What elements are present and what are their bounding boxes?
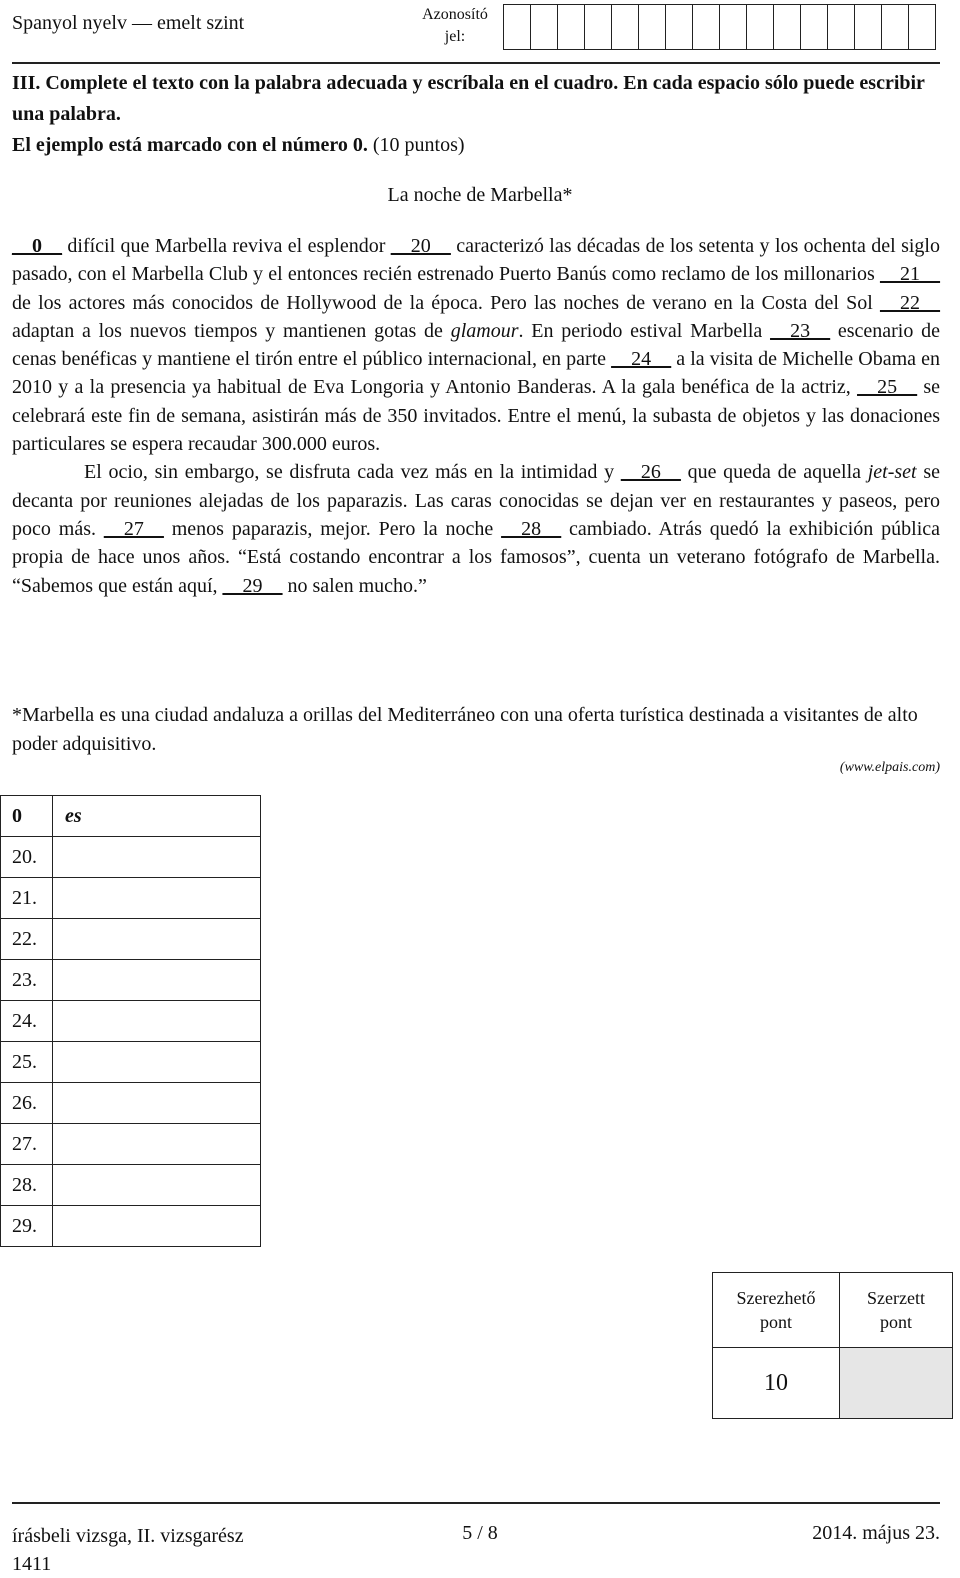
gap-21: __21__	[880, 263, 940, 286]
answer-number: 29.	[1, 1206, 53, 1247]
earned-points-header	[840, 1273, 953, 1348]
passage-text: escenario de cenas benéficas y mantiene el tirón entre el público internacional, en parte	[12, 319, 940, 371]
passage-paragraph-1	[12, 232, 940, 458]
answer-row	[1, 1165, 261, 1206]
gap-25: __25__	[857, 376, 918, 399]
id-code-boxes[interactable]	[504, 4, 936, 50]
answer-row	[1, 919, 261, 960]
answer-number: 0	[1, 796, 53, 837]
id-label	[412, 4, 498, 48]
earned-points-label: pont	[879, 1312, 912, 1332]
max-points-header	[713, 1273, 840, 1348]
exam-date: 2014. május 23.	[812, 1522, 940, 1544]
gap-29: __29__	[222, 574, 283, 597]
answer-row	[1, 1083, 261, 1124]
reading-passage	[12, 232, 940, 600]
id-box[interactable]	[719, 4, 747, 50]
passage-text: que queda de aquella	[680, 461, 868, 484]
passage-text: difícil que Marbella reviva el esplendor	[62, 235, 391, 257]
answer-cell: es	[53, 796, 261, 837]
answer-cell[interactable]	[53, 919, 261, 960]
id-box[interactable]	[800, 4, 828, 50]
id-box[interactable]	[611, 4, 639, 50]
answer-row	[1, 1124, 261, 1165]
id-box[interactable]	[773, 4, 801, 50]
answer-cell[interactable]	[53, 1206, 261, 1247]
header-divider	[12, 62, 940, 64]
answer-cell[interactable]	[53, 960, 261, 1001]
answer-cell[interactable]	[53, 878, 261, 919]
max-points-value: 10	[713, 1348, 840, 1419]
footnote: *Marbella es una ciudad andaluza a orillas del Mediterráneo con una oferta turística destinada a visitantes de alto poder adquisitivo.	[12, 704, 918, 755]
gap-24: __24__	[611, 348, 672, 371]
score-table	[712, 1272, 953, 1419]
gap-20: __20__	[390, 235, 451, 257]
passage-text: cambiado. Atrás quedó la exhibición pública propia de hace unos años. “Está costando encontrar a los famosos”, cuenta un veterano fotógrafo de Marbella. “Sabemos que están aquí,	[12, 517, 941, 597]
points-label: (10 puntos)	[372, 134, 465, 156]
answer-row	[1, 1042, 261, 1083]
passage-text: a la visita de Michelle Obama en 2010 y a la presencia ya habitual de Eva Longoria y Antonio Banderas. A la gala benéfica de la actriz,	[12, 348, 940, 399]
answer-cell[interactable]	[53, 1001, 261, 1042]
id-box[interactable]	[503, 4, 531, 50]
italic-word: jet-set	[867, 461, 917, 484]
passage-text: . En periodo estival Marbella	[518, 319, 771, 342]
footer-divider	[12, 1502, 940, 1504]
answer-number: 25.	[1, 1042, 53, 1083]
passage-text: se decanta por reuniones alejadas de los paparazis. Las caras conocidas se dejan ver en restaurantes y paseos, pero poco más.	[12, 461, 940, 540]
answer-number: 22.	[1, 919, 53, 960]
id-box[interactable]	[530, 4, 558, 50]
answer-cell[interactable]	[53, 1124, 261, 1165]
answer-number: 24.	[1, 1001, 53, 1042]
gap-22: __22__	[880, 291, 940, 314]
id-box[interactable]	[746, 4, 774, 50]
earned-points-label: Szerzett	[867, 1288, 925, 1308]
gap-26: __26__	[620, 461, 681, 484]
passage-text: menos paparazis, mejor. Pero la noche	[163, 517, 502, 540]
max-points-label: pont	[759, 1312, 792, 1332]
answer-cell[interactable]	[53, 1042, 261, 1083]
instruction-example-note: El ejemplo está marcado con el número 0.	[12, 134, 368, 156]
passage-text: caracterizó las décadas de los setenta y los ochenta del siglo pasado, con el Marbella Club y el entonces recién estrenado Puerto Banús como reclamo de los millonarios	[12, 235, 940, 286]
passage-text: se celebrará este fin de semana, asistirán más de 350 invitados. Entre el menú, la subasta de objetos y las donaciones particulares se espera recaudar 300.000 euros.	[12, 376, 940, 456]
id-label-line2: jel:	[444, 28, 466, 45]
answer-cell[interactable]	[53, 1083, 261, 1124]
id-box[interactable]	[665, 4, 693, 50]
answer-row	[1, 878, 261, 919]
id-box[interactable]	[881, 4, 909, 50]
answer-number: 23.	[1, 960, 53, 1001]
passage-text: adaptan a los nuevos tiempos y mantienen gotas de	[12, 319, 451, 342]
italic-word: glamour	[450, 319, 519, 342]
answer-row	[1, 1001, 261, 1042]
id-label-line1: Azonosító	[422, 6, 488, 23]
id-box[interactable]	[692, 4, 720, 50]
footer-exam-part: írásbeli vizsga, II. vizsgarész	[12, 1525, 244, 1547]
gap-23: __23__	[770, 319, 831, 342]
answer-cell[interactable]	[53, 1165, 261, 1206]
answer-number: 20.	[1, 837, 53, 878]
passage-text: no salen mucho.”	[282, 574, 427, 597]
answer-number: 21.	[1, 878, 53, 919]
source-citation: (www.elpais.com)	[839, 760, 940, 775]
id-box[interactable]	[827, 4, 855, 50]
page-header-subject: Spanyol nyelv — emelt szint	[12, 12, 245, 34]
id-box[interactable]	[638, 4, 666, 50]
answer-row	[1, 1206, 261, 1247]
text-title: La noche de Marbella*	[387, 184, 573, 206]
answer-number: 28.	[1, 1165, 53, 1206]
answer-cell[interactable]	[53, 837, 261, 878]
gap-27: __27__	[103, 517, 164, 540]
answer-number: 27.	[1, 1124, 53, 1165]
answer-table	[0, 795, 261, 1247]
answer-row-example	[1, 796, 261, 837]
passage-text: El ocio, sin embargo, se disfruta cada vez más en la intimidad y	[84, 461, 621, 484]
id-box[interactable]	[584, 4, 612, 50]
instruction-line: III. Complete el texto con la palabra adecuada y escríbala en el cuadro. En cada espacio sólo puede escribir una palabra.	[12, 72, 925, 125]
id-box[interactable]	[908, 4, 936, 50]
task-instructions	[12, 68, 940, 161]
max-points-label: Szerezhető	[736, 1288, 816, 1308]
answer-row	[1, 837, 261, 878]
passage-paragraph-2	[12, 458, 940, 599]
gap-0: __0__	[12, 235, 62, 257]
page-number: 5 / 8	[462, 1522, 498, 1544]
id-box[interactable]	[854, 4, 882, 50]
footer-exam-code: 1411	[12, 1553, 52, 1575]
footer-exam-info	[12, 1522, 244, 1578]
answer-row	[1, 960, 261, 1001]
answer-number: 26.	[1, 1083, 53, 1124]
passage-text: de los actores más conocidos de Hollywood de la época. Pero las noches de verano en la Costa del Sol	[12, 291, 880, 314]
id-box[interactable]	[557, 4, 585, 50]
gap-28: __28__	[501, 517, 562, 540]
earned-points-value[interactable]	[840, 1348, 953, 1419]
